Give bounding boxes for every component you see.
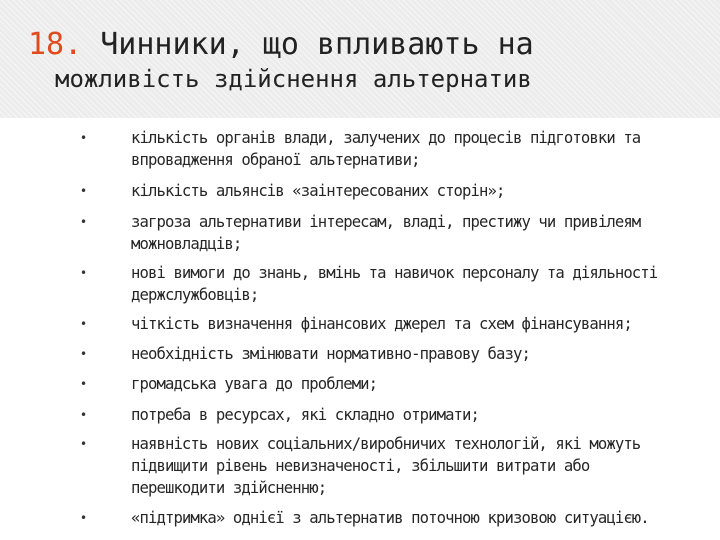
bullet-icon: •	[80, 215, 88, 229]
slide-title-line-2: можливість здійснення альтернатив	[55, 65, 532, 93]
slide-title-text: Чинники, що впливають на	[100, 27, 534, 62]
bullet-icon: •	[80, 266, 88, 280]
list-item-line: держслужбовців;	[131, 286, 259, 304]
bullet-icon: •	[80, 184, 88, 198]
list-item-line: кількість альянсів «заінтересованих сторін»;	[131, 182, 505, 200]
list-item-line: впровадження обраної альтернативи;	[131, 151, 420, 169]
list-item-text	[131, 180, 719, 202]
bullet-icon: •	[80, 131, 88, 145]
list-item-line: потреба в ресурсах, які складно отримати;	[131, 406, 480, 424]
bullet-icon: •	[80, 437, 88, 451]
list-item-text	[131, 211, 719, 255]
list-item-line: нові вимоги до знань, вмінь та навичок персоналу та діяльності	[131, 264, 658, 282]
list-item-line: громадська увага до проблеми;	[131, 375, 378, 393]
list-item-text	[131, 373, 719, 395]
list-item-line: «підтримка» однієї з альтернатив поточною кризовою ситуацією.	[131, 509, 649, 527]
list-item-text	[131, 507, 719, 529]
list-item-line: підвищити рівень невизначеності, збільшити витрати або	[131, 457, 590, 475]
list-item-line: можновладців;	[131, 235, 242, 253]
slide-number: 18.	[28, 27, 83, 62]
list-item-text	[131, 262, 719, 306]
list-item-line: необхідність змінювати нормативно-правову базу;	[131, 345, 530, 363]
list-item-text	[131, 433, 719, 499]
bullet-icon: •	[80, 408, 88, 422]
list-item-line: перешкодити здійсненню;	[131, 479, 327, 497]
list-item-text	[131, 343, 719, 365]
bullet-icon: •	[80, 377, 88, 391]
bullet-icon: •	[80, 347, 88, 361]
list-item-text	[131, 313, 719, 335]
list-item-line: загроза альтернативи інтересам, владі, престижу чи привілеям	[131, 213, 641, 231]
list-item-line: кількість органів влади, залучених до процесів підготовки та	[131, 129, 641, 147]
bullet-icon: •	[80, 511, 88, 525]
list-item-line: наявність нових соціальних/виробничих технологій, які можуть	[131, 435, 641, 453]
bullet-icon: •	[80, 317, 88, 331]
list-item-line: чіткість визначення фінансових джерел та схем фінансування;	[131, 315, 632, 333]
list-item-text	[131, 127, 719, 171]
list-item-text	[131, 404, 719, 426]
